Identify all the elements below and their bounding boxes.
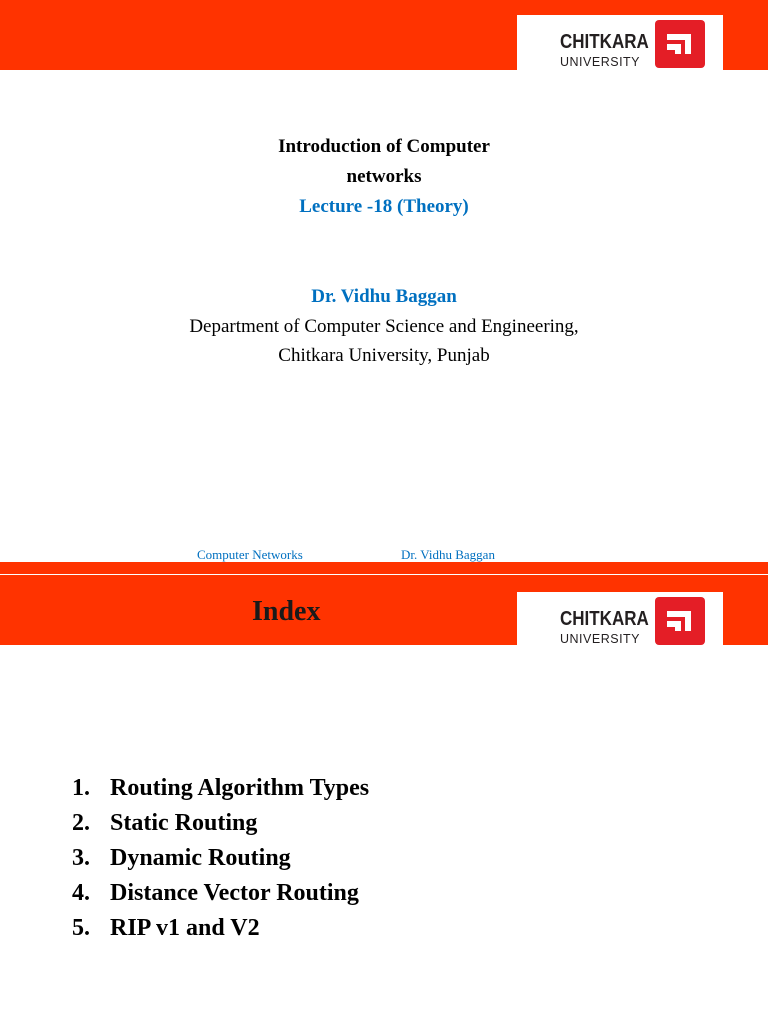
- list-item: [72, 911, 369, 946]
- list-item: [72, 806, 369, 841]
- footer-author: Dr. Vidhu Baggan: [401, 547, 495, 562]
- chitkara-logo-mark-icon: [655, 597, 705, 645]
- list-number: 2.: [72, 810, 90, 836]
- university-logo: [517, 592, 723, 648]
- logo-wordmark: CHITKARA: [560, 608, 649, 630]
- list-text: Dynamic Routing: [110, 845, 291, 871]
- footer-course: Computer Networks: [197, 547, 303, 562]
- list-number: 4.: [72, 880, 90, 906]
- list-number: 5.: [72, 915, 90, 941]
- logo-subtitle: UNIVERSITY: [560, 55, 641, 69]
- department-line-1: Department of Computer Science and Engineering,: [189, 316, 579, 337]
- department-line-2: Chitkara University, Punjab: [278, 345, 490, 366]
- list-text: Routing Algorithm Types: [110, 775, 370, 801]
- list-item: [72, 771, 369, 806]
- title-line-1: Introduction of Computer: [278, 136, 490, 157]
- list-item: [72, 876, 369, 911]
- slide-title: Index: [252, 596, 321, 627]
- index-list: [72, 771, 369, 946]
- list-number: 1.: [72, 775, 90, 801]
- list-text: RIP v1 and V2: [110, 915, 260, 941]
- author-name: Dr. Vidhu Baggan: [311, 286, 457, 307]
- logo-wordmark: CHITKARA: [560, 31, 649, 53]
- divider-bar: [0, 562, 768, 574]
- title-line-2: networks: [346, 166, 422, 187]
- university-logo: [517, 15, 723, 71]
- lecture-label: Lecture -18 (Theory): [299, 196, 469, 217]
- chitkara-logo-mark-icon: [655, 20, 705, 68]
- list-text: Distance Vector Routing: [110, 880, 359, 906]
- logo-subtitle: UNIVERSITY: [560, 632, 641, 646]
- list-item: [72, 841, 369, 876]
- index-slide: [0, 562, 768, 1024]
- list-number: 3.: [72, 845, 90, 871]
- list-text: Static Routing: [110, 810, 258, 836]
